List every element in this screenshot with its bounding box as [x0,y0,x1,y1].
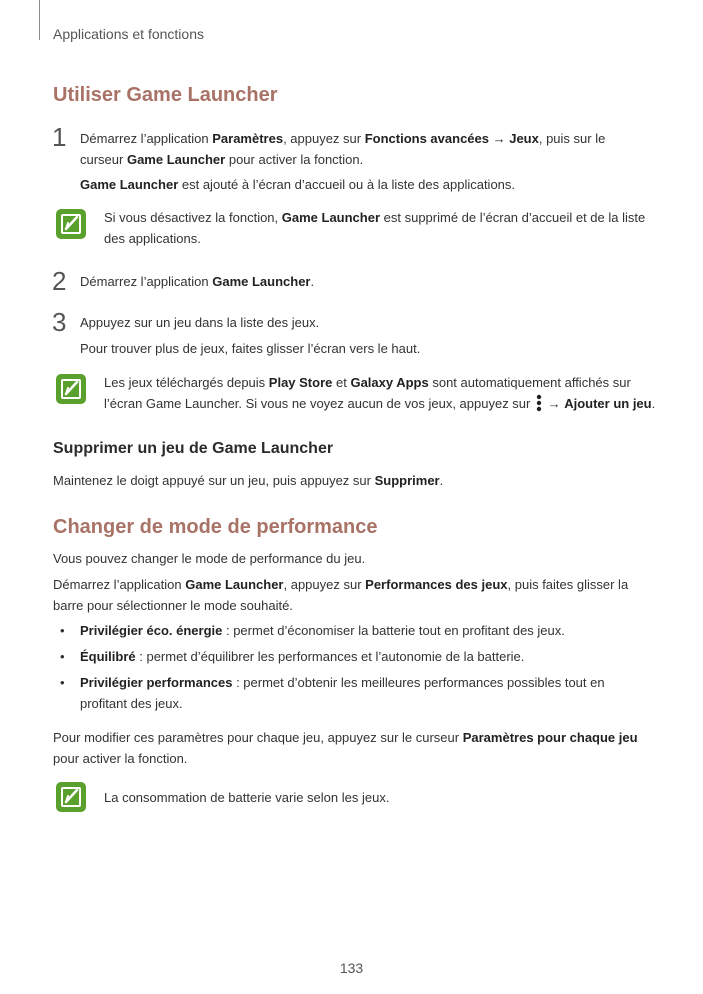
performance-intro: Vous pouvez changer le mode de performance du jeu. [53,551,366,566]
section-title-performance: Changer de mode de performance [53,516,378,538]
note-icon [55,208,87,240]
header-title: Applications et fonctions [53,26,204,42]
step-number-1: 1 [52,122,67,152]
performance-instructions: Démarrez l’application Game Launcher, appuyez sur Performances des jeux, puis faites glisser la barre pour sélectionner le mode souhaité. [53,577,629,613]
bullet-item: Privilégier éco. énergie : permet d’économiser la batterie tout en profitant des jeux. [80,623,565,638]
step-number-3: 3 [52,307,67,337]
step-1-subtext: Game Launcher est ajouté à l’écran d’accueil ou à la liste des applications. [80,177,516,192]
note-3-text: La consommation de batterie varie selon les jeux. [104,790,390,805]
step-2-text: Démarrez l’application Game Launcher. [80,274,315,289]
note-1-text: Si vous désactivez la fonction, Game Launcher est supprimé de l’écran d’accueil et de la liste des applications. [104,210,646,246]
per-game-settings-text: Pour modifier ces paramètres pour chaque jeu, appuyez sur le curseur Paramètres pour chaque jeu pour activer la fonction. [53,730,638,766]
subsection-title: Supprimer un jeu de Game Launcher [53,440,334,457]
bullet-dot: • [60,623,65,638]
more-options-icon [536,394,542,412]
step-number-2: 2 [52,266,67,296]
step-3-subtext: Pour trouver plus de jeux, faites glisser l’écran vers le haut. [80,341,421,356]
section-title-game-launcher: Utiliser Game Launcher [53,84,278,106]
subsection-text: Maintenez le doigt appuyé sur un jeu, puis appuyez sur Supprimer. [53,473,444,488]
note-icon [55,781,87,813]
note-icon [55,373,87,405]
bullet-item: Équilibré : permet d’équilibrer les performances et l’autonomie de la batterie. [80,649,525,664]
page-number: 133 [339,960,364,976]
bullet-item: Privilégier performances : permet d’obtenir les meilleures performances possibles tout en profitant des jeux. [80,675,605,711]
step-3-text: Appuyez sur un jeu dans la liste des jeux. [80,315,320,330]
header-rule [39,0,40,40]
note-2-text: Les jeux téléchargés depuis Play Store et Galaxy Apps sont automatiquement affichés sur l’écran Game Launcher. Si vous ne voyez aucun de vos jeux, appuyez sur → Ajouter un jeu. [104,375,656,411]
bullet-dot: • [60,649,65,664]
step-1-text: Démarrez l’application Paramètres, appuyez sur Fonctions avancées → Jeux, puis sur le curseur Game Launcher pour activer la fonction. [80,131,606,167]
bullet-dot: • [60,675,65,690]
